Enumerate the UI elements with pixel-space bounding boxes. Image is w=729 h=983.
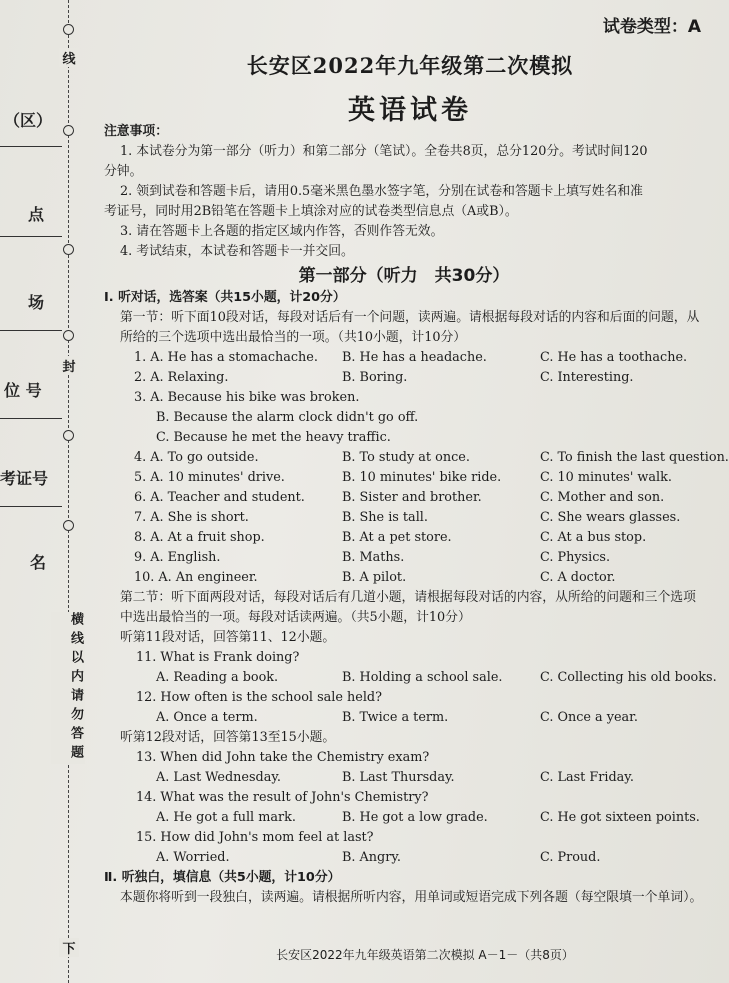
option-c: C. At a bus stop.	[540, 530, 647, 545]
dialog-instruction: 听第11段对话，回答第11、12小题。	[120, 630, 336, 645]
question-stem: 11. What is Frank doing?	[136, 650, 300, 665]
option-c: C. Physics.	[540, 550, 611, 565]
option-a: 2. A. Relaxing.	[134, 370, 229, 385]
option-c: C. Because he met the heavy traffic.	[156, 430, 391, 445]
strip-bottom-char: 下	[59, 938, 79, 957]
option-a: 1. A. He has a stomachache.	[134, 350, 318, 365]
strip-divider	[0, 236, 62, 237]
option-b: B. Angry.	[342, 850, 401, 865]
option-a: 7. A. She is short.	[134, 510, 249, 525]
option-a: 8. A. At a fruit shop.	[134, 530, 265, 545]
notice-item: 2. 领到试卷和答题卡后，请用0.5毫米黑色墨水签字笔，分别在试卷和答题卡上填写姓名和准	[120, 184, 643, 199]
notice-item: 4. 考试结束，本试卷和答题卡一并交回。	[120, 244, 354, 259]
question-row	[104, 368, 704, 388]
option-b: B. At a pet store.	[342, 530, 452, 545]
strip-divider	[0, 418, 62, 419]
option-b: B. Because the alarm clock didn't go off.	[156, 410, 419, 425]
question-row	[104, 488, 704, 508]
strip-field-seat: 位 号	[4, 381, 42, 400]
option-b: B. She is tall.	[342, 510, 428, 525]
question-row	[104, 428, 704, 448]
option-c: C. Last Friday.	[540, 770, 634, 785]
binding-hole-icon	[63, 430, 74, 441]
question-row	[104, 448, 729, 468]
option-a: 3. A. Because his bike was broken.	[134, 390, 360, 405]
strip-seal-char: 封	[59, 356, 79, 375]
question-row	[104, 708, 704, 728]
option-c: C. Proud.	[540, 850, 601, 865]
option-a: 9. A. English.	[134, 550, 221, 565]
section2-heading: Ⅱ. 听独白，填信息（共5小题，计10分）	[104, 870, 341, 885]
strip-line-char: 线	[59, 48, 79, 67]
question-stem: 14. What was the result of John's Chemistry?	[136, 790, 429, 805]
exam-title: 长安区2022年九年级第二次模拟	[246, 53, 574, 78]
option-c: C. She wears glasses.	[540, 510, 681, 525]
option-a: A. He got a full mark.	[156, 810, 296, 825]
strip-field-name: 名	[30, 553, 47, 572]
option-b: B. Boring.	[342, 370, 408, 385]
strip-divider	[0, 330, 62, 331]
option-b: B. A pilot.	[342, 570, 407, 585]
option-b: B. Last Thursday.	[342, 770, 455, 785]
option-b: B. Holding a school sale.	[342, 670, 503, 685]
strip-field-exam-number: 考证号	[0, 469, 49, 488]
question-row	[104, 808, 704, 828]
option-a: A. Once a term.	[156, 710, 258, 725]
option-b: B. He got a low grade.	[342, 810, 488, 825]
option-a: 10. A. An engineer.	[134, 570, 258, 585]
strip-divider	[0, 146, 62, 147]
notice-item: 分钟。	[104, 164, 143, 179]
option-c: C. He has a toothache.	[540, 350, 688, 365]
option-c: C. He got sixteen points.	[540, 810, 700, 825]
question-row	[104, 568, 704, 588]
section2-intro: 本题你将听到一段独白，读两遍。请根据所听内容，用单词或短语完成下列各题（每空限填一个单词）。	[120, 890, 703, 905]
part1-title: 第一部分（听力 共30分）	[298, 266, 510, 286]
binding-hole-icon	[63, 244, 74, 255]
question-stem: 12. How often is the school sale held?	[136, 690, 382, 705]
option-c: C. Collecting his old books.	[540, 670, 717, 685]
question-row	[104, 668, 717, 688]
question-row	[104, 348, 704, 368]
option-c: C. Mother and son.	[540, 490, 665, 505]
option-c: C. Interesting.	[540, 370, 634, 385]
question-row	[104, 508, 704, 528]
question-row	[104, 528, 704, 548]
binding-hole-icon	[63, 24, 74, 35]
option-c: C. Once a year.	[540, 710, 638, 725]
page-footer: 长安区2022年九年级英语第二次模拟 A－1－（共8页）	[276, 948, 574, 962]
option-c: C. A doctor.	[540, 570, 616, 585]
option-a: A. Reading a book.	[156, 670, 279, 685]
option-c: C. To finish the last question.	[540, 450, 729, 465]
binding-strip	[0, 0, 100, 983]
paper-type-label: 试卷类型：A	[602, 17, 701, 37]
notice-item: 考证号，同时用2B铅笔在答题卡上填涂对应的试卷类型信息点（A或B）。	[104, 204, 518, 219]
seal-line	[68, 0, 69, 983]
exam-subject: 英语试卷	[348, 95, 472, 126]
option-a: 5. A. 10 minutes' drive.	[134, 470, 285, 485]
strip-warning-note: 横线以内请勿答题	[51, 612, 85, 764]
question-row	[104, 768, 704, 788]
option-a: A. Last Wednesday.	[156, 770, 281, 785]
option-c: C. 10 minutes' walk.	[540, 470, 672, 485]
exam-content	[104, 122, 729, 908]
strip-divider	[0, 506, 62, 507]
section1-sub1-intro: 第一节：听下面10段对话，每段对话后有一个问题，读两遍。请根据每段对话的内容和后面的问题，从所给的三个选项中选出最恰当的一项。（共10小题，计10分）	[120, 310, 700, 345]
option-b: B. Twice a term.	[342, 710, 449, 725]
binding-hole-icon	[63, 125, 74, 136]
question-row	[104, 548, 704, 568]
strip-field-site: 点	[28, 205, 45, 224]
section1-heading: Ⅰ. 听对话，选答案（共15小题，计20分）	[104, 290, 346, 305]
question-stem: 15. How did John's mom feel at last?	[136, 830, 374, 845]
option-b: B. Sister and brother.	[342, 490, 482, 505]
question-row	[104, 408, 704, 428]
binding-hole-icon	[63, 330, 74, 341]
question-row	[104, 848, 704, 868]
question-row	[104, 388, 704, 408]
binding-hole-icon	[63, 520, 74, 531]
option-a: 4. A. To go outside.	[134, 450, 259, 465]
notice-item: 1. 本试卷分为第一部分（听力）和第二部分（笔试）。全卷共8页，总分120分。考试时间120	[120, 144, 648, 159]
notice-item: 3. 请在答题卡上各题的指定区域内作答，否则作答无效。	[120, 224, 444, 239]
question-stem: 13. When did John take the Chemistry exam?	[136, 750, 430, 765]
strip-field-room: 场	[28, 293, 45, 312]
dialog-instruction: 听第12段对话，回答第13至15小题。	[120, 730, 336, 745]
option-a: A. Worried.	[156, 850, 230, 865]
option-b: B. 10 minutes' bike ride.	[342, 470, 502, 485]
question-row	[104, 468, 704, 488]
strip-field-district: （区）	[4, 111, 53, 130]
section1-sub2-intro: 第二节：听下面两段对话，每段对话后有几道小题，请根据每段对话的内容，从所给的问题和三个选项中选出最恰当的一项。每段对话读两遍。（共5小题，计10分）	[120, 590, 696, 625]
option-b: B. Maths.	[342, 550, 405, 565]
notice-heading: 注意事项：	[104, 124, 168, 139]
option-a: 6. A. Teacher and student.	[134, 490, 305, 505]
option-b: B. To study at once.	[342, 450, 470, 465]
option-b: B. He has a headache.	[342, 350, 487, 365]
